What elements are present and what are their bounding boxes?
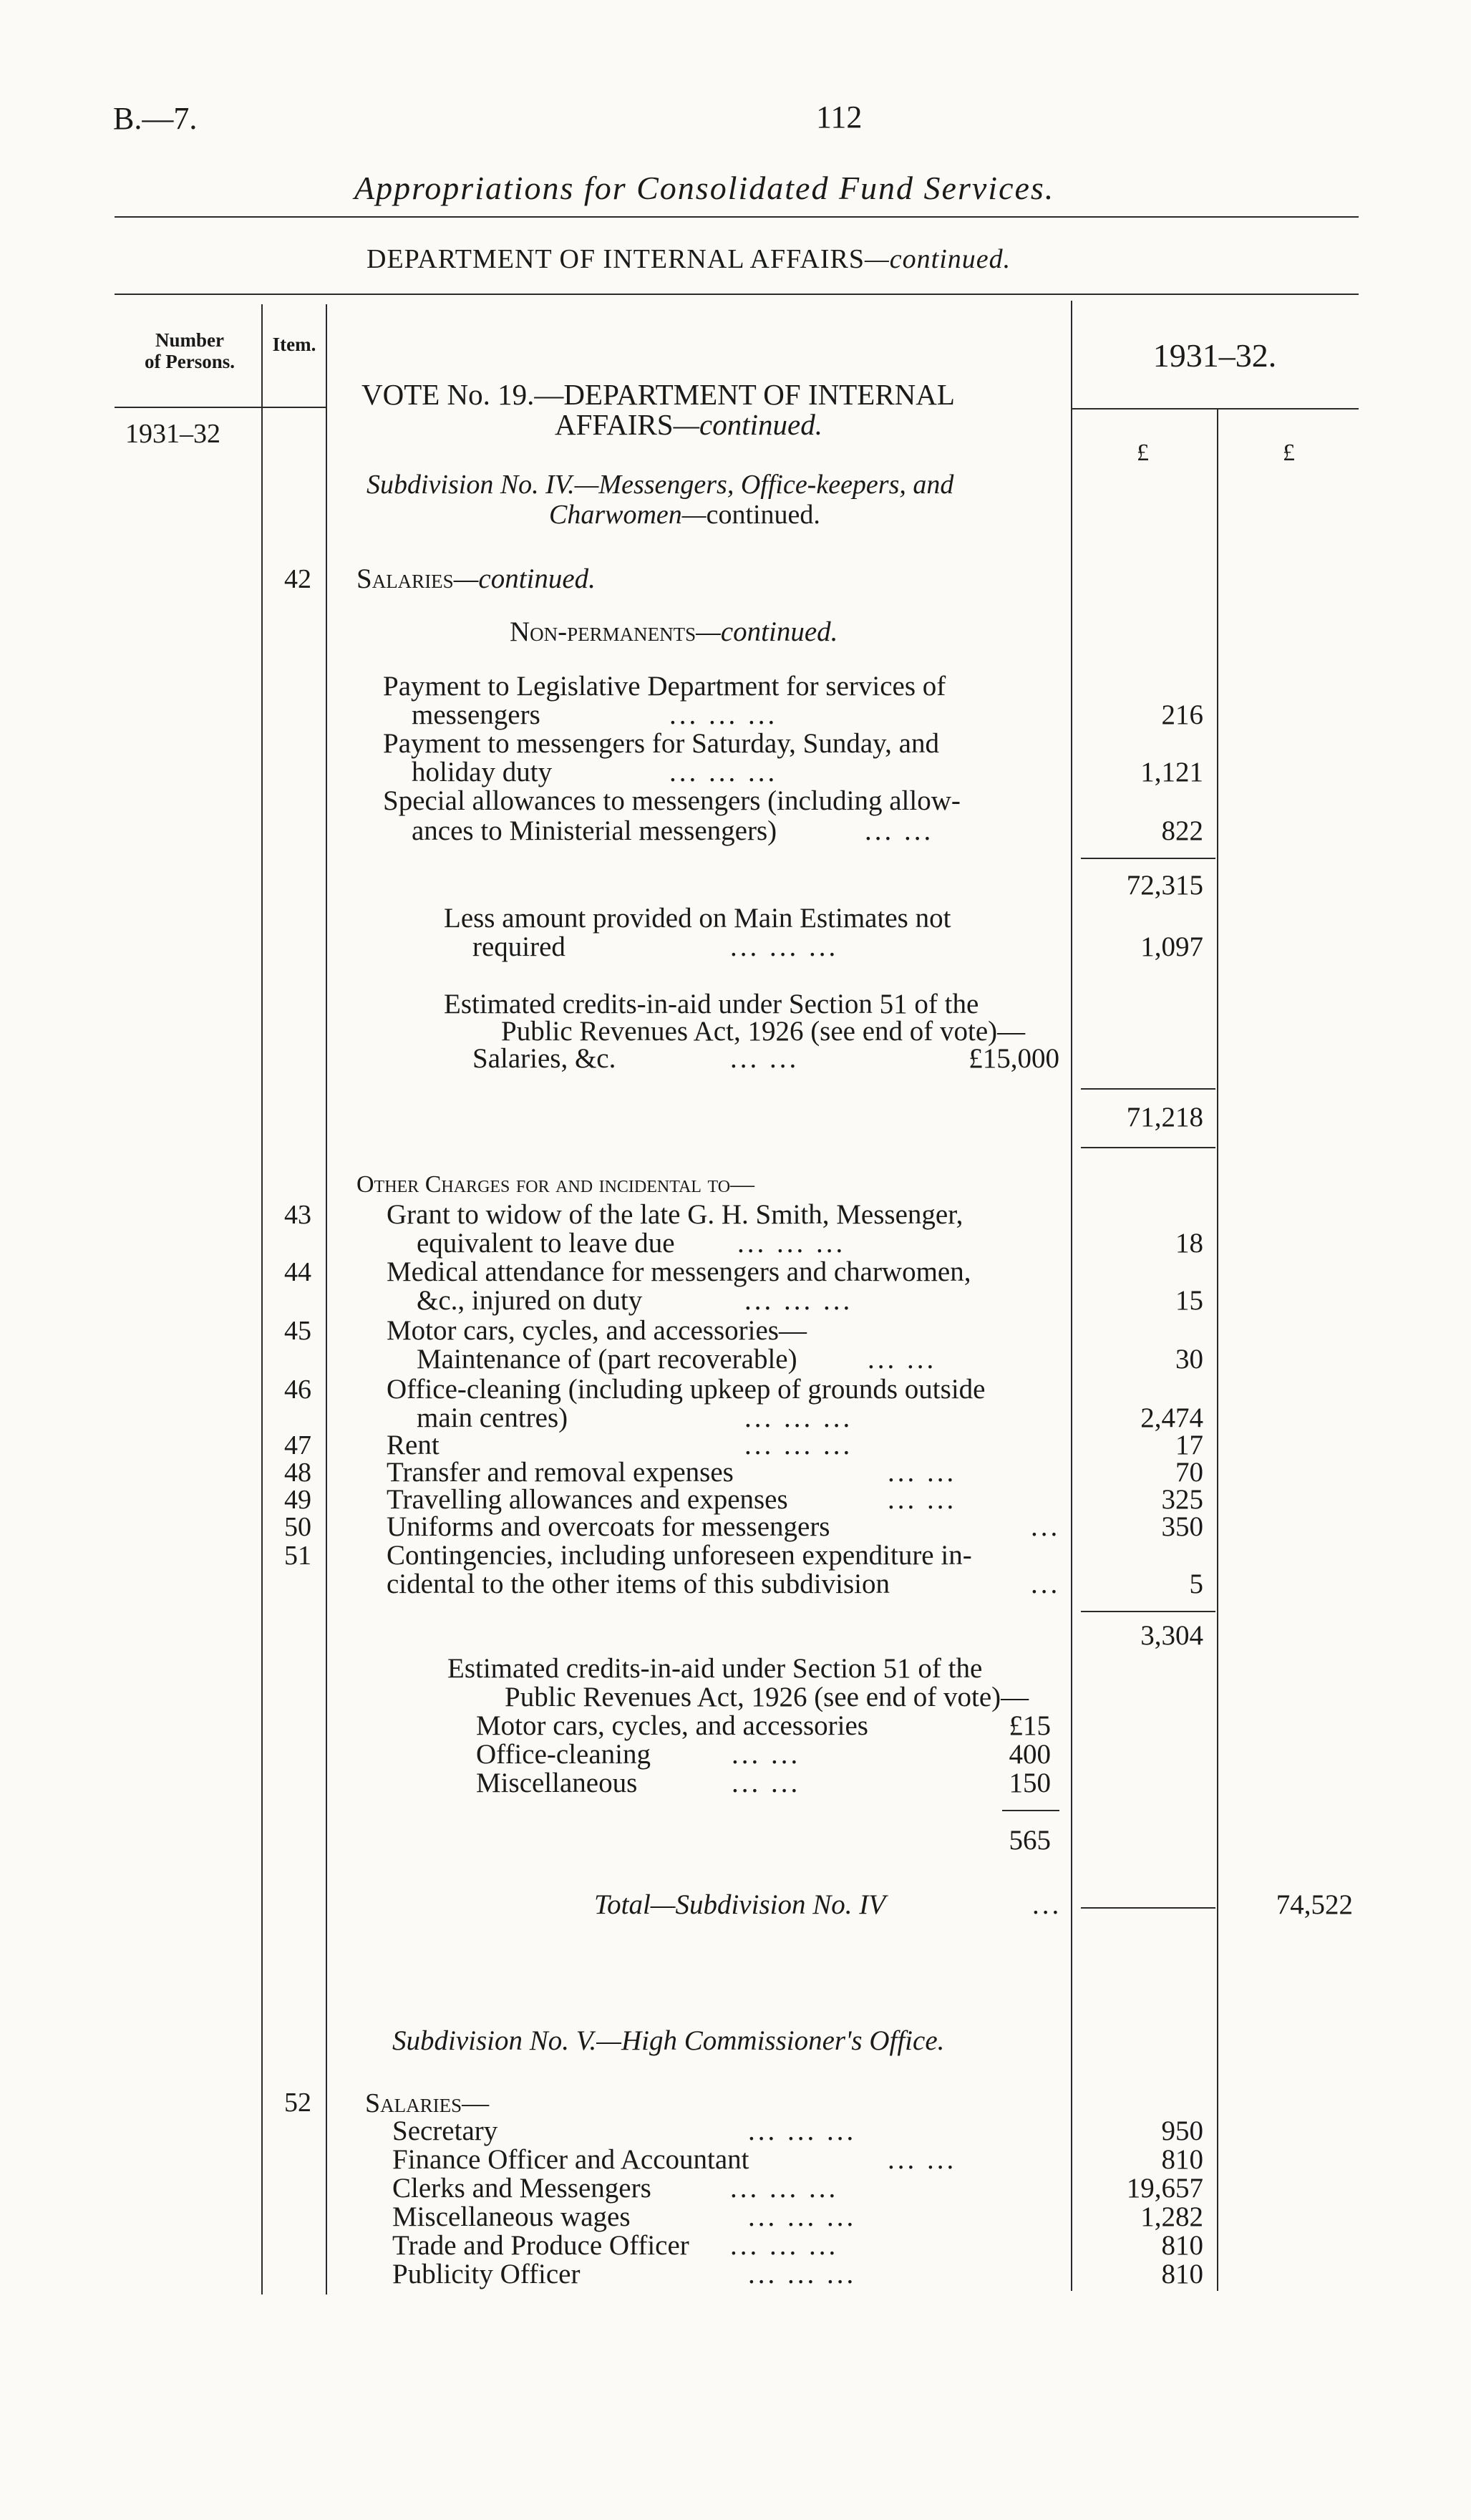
subdivision-4-heading: Subdivision No. IV.—Messengers, Office-keepers, and Charwomen—continued. (366, 470, 954, 530)
charge-row-line1: Contingencies, including unforeseen expenditure in- (387, 1540, 972, 1571)
leader-dots: ... ... ... (730, 931, 839, 962)
header-rule-left (115, 407, 327, 408)
credits-rule (1002, 1810, 1059, 1811)
subdivision-4-total-label: Total—Subdivision No. IV (594, 1889, 886, 1920)
col-header-pound-1: £ (1137, 440, 1149, 466)
leader-dots: ... ... ... (748, 2201, 857, 2232)
leader-dots: ... (1032, 1889, 1062, 1920)
total-line (1081, 1907, 1215, 1909)
credit-row-label: Miscellaneous (476, 1768, 638, 1798)
salary-row-label: Clerks and Messengers (392, 2173, 651, 2204)
col-header-year: 1931–32. (1152, 337, 1277, 374)
leader-dots: ... ... (888, 1457, 957, 1488)
salary-row-amount: 1,282 (1140, 2201, 1203, 2232)
col-header-pound-2: £ (1283, 440, 1295, 466)
vote-heading: VOTE No. 19.—DEPARTMENT OF INTERNAL AFFAIRS—continued. (361, 378, 955, 441)
charge-amount: 15 (1175, 1285, 1203, 1316)
salary-amount: 822 (1161, 815, 1203, 846)
item-number: 47 (284, 1430, 311, 1460)
credit-row-label: Motor cars, cycles, and accessories (476, 1710, 868, 1741)
salaries-total: 71,218 (1126, 1102, 1203, 1133)
charge-row-line2: equivalent to leave due (417, 1228, 675, 1259)
charge-amount: 5 (1189, 1569, 1203, 1599)
other-charges-total: 3,304 (1140, 1620, 1203, 1651)
credit-row-amount: 150 (1009, 1768, 1051, 1798)
salary-row-amount: 950 (1161, 2116, 1203, 2146)
leader-dots: ... ... ... (737, 1228, 846, 1259)
credits-in-aid-text: Public Revenues Act, 1926 (see end of vote)— (501, 1016, 1026, 1047)
col-divider-total (1217, 410, 1218, 2291)
header-rule-right (1071, 408, 1359, 410)
credits-in-aid-text: Salaries, &c. (472, 1043, 616, 1074)
other-charges-heading: Other Charges for and incidental to— (356, 1171, 755, 1198)
charge-amount: 17 (1175, 1430, 1203, 1460)
salaries-subtotal: 72,315 (1126, 870, 1203, 901)
salary-row-line1: Payment to messengers for Saturday, Sunday, and (383, 728, 939, 759)
charge-row-line1: Motor cars, cycles, and accessories— (387, 1315, 807, 1346)
charge-row-line2: cidental to the other items of this subdivision (387, 1569, 890, 1599)
charge-amount: 18 (1175, 1228, 1203, 1259)
total-rule (1081, 1147, 1215, 1148)
subdivision-4-total: 74,522 (1276, 1889, 1353, 1920)
salary-row-line2: holiday duty (412, 757, 553, 788)
leader-dots: ... ... ... (730, 2173, 839, 2204)
item-number: 50 (284, 1512, 311, 1542)
salary-row-amount: 810 (1161, 2230, 1203, 2261)
item-number: 48 (284, 1458, 311, 1488)
credit-row-amount: £15 (1009, 1710, 1051, 1741)
charge-row-line1: Rent (387, 1430, 440, 1460)
salary-row-line1: Special allowances to messengers (including allow- (383, 785, 961, 816)
less-amount-label: required (472, 931, 565, 962)
leader-dots: ... ... (868, 1344, 937, 1375)
leader-dots: ... ... ... (748, 2259, 857, 2289)
leader-dots: ... ... (888, 2144, 957, 2175)
item-number: 46 (284, 1375, 311, 1405)
salary-row-line1: Payment to Legislative Department for services of (383, 671, 946, 702)
charge-amount: 325 (1161, 1484, 1203, 1515)
department-heading: DEPARTMENT OF INTERNAL AFFAIRS—continued. (366, 244, 1011, 274)
charge-row-line2: &c., injured on duty (417, 1285, 643, 1316)
leader-dots: ... (1031, 1569, 1061, 1599)
less-amount-label: Less amount provided on Main Estimates not (444, 903, 951, 934)
salary-row-label: Publicity Officer (392, 2259, 581, 2289)
item-number: 49 (284, 1485, 311, 1515)
salary-row-line2: ances to Ministerial messengers) (412, 815, 777, 846)
charge-row-line1: Office-cleaning (including upkeep of grounds outside (387, 1374, 986, 1405)
leader-dots: ... ... (732, 1768, 801, 1798)
salary-amount: 216 (1161, 699, 1203, 730)
subdivision-5-heading: Subdivision No. V.—High Commissioner's Office. (392, 2025, 945, 2056)
total-rule (1081, 1088, 1215, 1090)
credits-in-aid-text: Estimated credits-in-aid under Section 51 of the (447, 1653, 983, 1684)
item-number: 42 (284, 564, 311, 594)
salaries-heading: Salaries—continued. (356, 563, 596, 594)
salaries-heading: Salaries— (365, 2088, 490, 2118)
title-rule (115, 216, 1359, 218)
credit-row-amount: 400 (1009, 1739, 1051, 1770)
leader-dots: ... ... ... (744, 1402, 853, 1433)
salary-row-amount: 19,657 (1126, 2173, 1203, 2204)
charge-row-line1: Grant to widow of the late G. H. Smith, Messenger, (387, 1199, 963, 1230)
leader-dots: ... ... (888, 1484, 957, 1515)
subtotal-rule (1081, 1611, 1215, 1612)
col-header-persons: Number of Persons. (145, 329, 235, 372)
charge-amount: 350 (1161, 1511, 1203, 1542)
salary-row-label: Secretary (392, 2116, 498, 2146)
leader-dots: ... ... ... (744, 1285, 853, 1316)
charge-row-line1: Travelling allowances and expenses (387, 1484, 788, 1515)
credits-in-aid-text: Public Revenues Act, 1926 (see end of vote)— (505, 1682, 1029, 1712)
leader-dots: ... ... ... (669, 757, 778, 788)
salary-row-amount: 810 (1161, 2259, 1203, 2289)
salary-row-amount: 810 (1161, 2144, 1203, 2175)
salary-row-label: Finance Officer and Accountant (392, 2144, 749, 2175)
page-ref: B.—7. (113, 101, 198, 136)
leader-dots: ... ... (730, 1043, 800, 1074)
leader-dots: ... ... ... (730, 2230, 839, 2261)
charge-amount: 30 (1175, 1344, 1203, 1375)
credit-row-label: Office-cleaning (476, 1739, 651, 1770)
leader-dots: ... ... ... (748, 2116, 857, 2146)
item-number: 43 (284, 1200, 311, 1230)
item-number: 51 (284, 1541, 311, 1571)
less-amount: 1,097 (1140, 931, 1203, 962)
leader-dots: ... ... (732, 1739, 801, 1770)
page-title: Appropriations for Consolidated Fund Services. (354, 170, 1055, 206)
charge-row-line2: Maintenance of (part recoverable) (417, 1344, 797, 1375)
leader-dots: ... ... (865, 815, 934, 846)
item-number: 45 (284, 1316, 311, 1346)
department-rule (115, 294, 1359, 295)
salary-amount: 1,121 (1140, 757, 1203, 788)
charge-amount: 2,474 (1140, 1402, 1203, 1433)
salary-row-label: Miscellaneous wages (392, 2201, 631, 2232)
salary-row-line2: messengers (412, 699, 540, 730)
leader-dots: ... ... ... (669, 699, 778, 730)
persons-year: 1931–32 (125, 419, 220, 449)
credits-total: 565 (1009, 1825, 1051, 1856)
salary-row-label: Trade and Produce Officer (392, 2230, 689, 2261)
item-number: 52 (284, 2088, 311, 2118)
leader-dots: ... ... ... (744, 1430, 853, 1460)
charge-row-line1: Transfer and removal expenses (387, 1457, 734, 1488)
charge-row-line1: Medical attendance for messengers and charwomen, (387, 1256, 971, 1287)
leader-dots: ... (1031, 1511, 1061, 1542)
charge-amount: 70 (1175, 1457, 1203, 1488)
credits-in-aid-amount: £15,000 (968, 1043, 1059, 1074)
charge-row-line2: main centres) (417, 1402, 568, 1433)
non-permanents-heading: Non-permanents—continued. (510, 616, 838, 647)
credits-in-aid-text: Estimated credits-in-aid under Section 51 of the (444, 989, 979, 1019)
col-header-item: Item. (272, 334, 316, 355)
col-divider-item (326, 304, 327, 2294)
charge-row-line1: Uniforms and overcoats for messengers (387, 1511, 830, 1542)
item-number: 44 (284, 1257, 311, 1287)
subtotal-rule (1081, 858, 1215, 859)
col-divider-persons (261, 304, 263, 2294)
page-number: 112 (816, 100, 863, 135)
